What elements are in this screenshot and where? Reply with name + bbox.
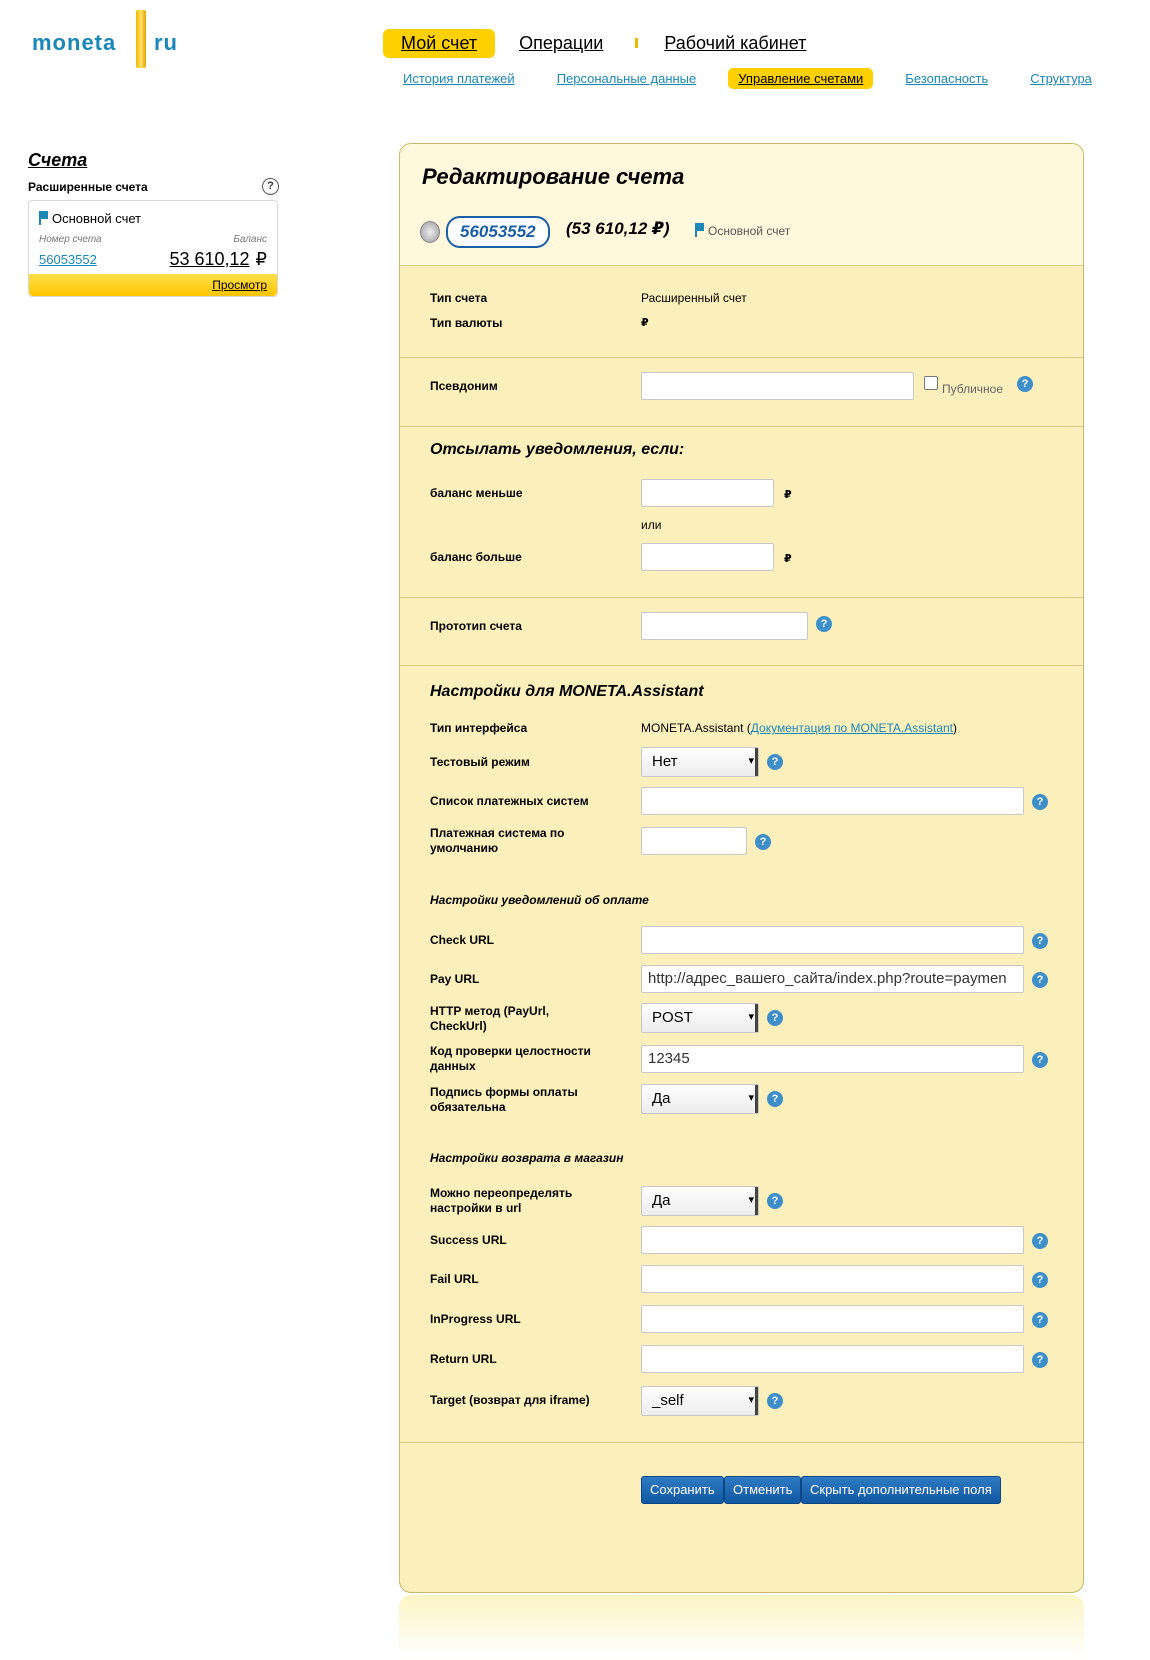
coin-icon (420, 221, 440, 243)
account-type-value: Расширенный счет (641, 291, 747, 305)
inprogress-url-input[interactable] (641, 1305, 1024, 1333)
help-icon[interactable]: ? (767, 754, 783, 770)
or-text: или (641, 518, 662, 532)
help-icon[interactable]: ? (1032, 933, 1048, 949)
help-icon[interactable]: ? (755, 834, 771, 850)
account-card-name-text: Основной счет (52, 211, 142, 226)
help-icon[interactable]: ? (1032, 794, 1048, 810)
help-icon[interactable]: ? (1032, 1233, 1048, 1249)
alias-input[interactable] (641, 372, 914, 400)
fail-url-input[interactable] (641, 1265, 1024, 1293)
interface-type-value (641, 721, 957, 735)
nav-workspace[interactable]: Рабочий кабинет (664, 32, 807, 53)
flag-icon (39, 211, 48, 225)
sub-nav (403, 68, 1124, 89)
logo-coin-bar (136, 10, 146, 68)
inprogress-url-label: InProgress URL (430, 1312, 521, 1326)
check-url-input[interactable] (641, 926, 1024, 954)
help-icon[interactable]: ? (767, 1193, 783, 1209)
http-method-value: POST (652, 1009, 693, 1026)
assistant-docs-link[interactable]: Документация по MONETA.Assistant (750, 721, 953, 735)
account-card-footer (29, 274, 277, 296)
main-account-text: Основной счет (708, 224, 791, 238)
help-icon[interactable]: ? (767, 1010, 783, 1026)
account-number-link[interactable]: 56053552 (39, 252, 97, 267)
currency-type-label: Тип валюты (430, 316, 503, 330)
balance-label: Баланс (233, 234, 267, 245)
help-icon[interactable]: ? (767, 1393, 783, 1409)
panel-bottom-fade (399, 1595, 1084, 1660)
logo-text-right: ru (154, 30, 178, 55)
target-value: _self (652, 1392, 684, 1409)
alias-label: Псевдоним (430, 379, 498, 393)
payment-systems-input[interactable] (641, 787, 1024, 815)
account-balance (169, 249, 267, 270)
account-number-label: Номер счета (39, 234, 102, 245)
pay-url-input[interactable]: http://адрес_вашего_сайта/index.php?route=paymen (641, 965, 1024, 993)
fail-url-label: Fail URL (430, 1272, 479, 1286)
account-number-badge: 56053552 (446, 216, 550, 248)
integrity-code-input[interactable]: 12345 (641, 1045, 1024, 1073)
divider (400, 1442, 1083, 1443)
card-footer-arrow (225, 268, 237, 274)
nav-operations[interactable]: Операции (519, 32, 604, 53)
pay-url-label: Pay URL (430, 972, 480, 986)
help-icon[interactable]: ? (1032, 1312, 1048, 1328)
help-icon[interactable]: ? (1032, 1052, 1048, 1068)
divider (400, 357, 1083, 358)
prototype-input[interactable] (641, 612, 808, 640)
subnav-security[interactable]: Безопасность (905, 71, 989, 86)
subnav-personal-data[interactable]: Персональные данные (556, 71, 697, 86)
balance-less-label: баланс меньше (430, 486, 523, 500)
account-balance-value: 53 610,12 (169, 249, 250, 269)
interface-type-label: Тип интерфейса (430, 721, 528, 735)
subnav-structure[interactable]: Структура (1030, 71, 1092, 86)
divider (400, 597, 1083, 598)
public-checkbox[interactable] (924, 376, 938, 390)
help-icon[interactable]: ? (262, 178, 279, 195)
override-settings-value: Да (652, 1192, 671, 1209)
hide-extra-fields-button[interactable]: Скрыть дополнительные поля (801, 1476, 1001, 1504)
ruble-sign: ₽ (784, 553, 792, 565)
sidebar-title[interactable]: Счета (28, 150, 88, 170)
test-mode-select[interactable] (641, 747, 759, 777)
divider (400, 665, 1083, 666)
integrity-code-label: Код проверки целостности данных (430, 1044, 591, 1073)
save-button[interactable]: Сохранить (641, 1476, 724, 1504)
help-icon[interactable]: ? (1032, 1272, 1048, 1288)
interface-close-paren: ) (952, 721, 957, 735)
flag-icon (695, 223, 704, 237)
view-account-link[interactable]: Просмотр (212, 278, 267, 292)
help-icon[interactable]: ? (1017, 376, 1033, 392)
cancel-button[interactable]: Отменить (724, 1476, 801, 1504)
account-type-label: Тип счета (430, 291, 488, 305)
assistant-section-title: Настройки для MONETA.Assistant (430, 683, 704, 700)
currency-type-value: ₽ (641, 317, 649, 329)
account-balance-header: (53 610,12 ₽) (566, 219, 670, 238)
help-icon[interactable]: ? (767, 1091, 783, 1107)
balance-more-label: баланс больше (430, 550, 522, 564)
divider (400, 426, 1083, 427)
check-url-label: Check URL (430, 933, 495, 947)
sidebar-subtitle: Расширенные счета (28, 180, 148, 194)
logo-text-left: moneta (32, 30, 117, 55)
subnav-account-management[interactable]: Управление счетами (728, 68, 873, 89)
ruble-sign: ₽ (784, 489, 792, 501)
payment-systems-label: Список платежных систем (430, 794, 589, 808)
prototype-label: Прототип счета (430, 619, 522, 633)
public-label: Публичное (942, 382, 1004, 396)
override-settings-label: Можно переопределять настройки в url (430, 1186, 573, 1215)
target-select[interactable] (641, 1386, 759, 1416)
override-settings-select[interactable] (641, 1186, 759, 1216)
test-mode-label: Тестовый режим (430, 755, 530, 769)
help-icon[interactable]: ? (816, 616, 832, 632)
payment-notify-section-title: Настройки уведомлений об оплате (430, 893, 649, 907)
subnav-payment-history[interactable]: История платежей (403, 71, 515, 86)
page-title: Редактирование счета (422, 164, 685, 189)
panel-header (400, 144, 1083, 266)
moneta-logo[interactable] (32, 10, 192, 70)
default-payment-system-input[interactable] (641, 827, 747, 855)
form-signature-label: Подпись формы оплаты обязательна (430, 1085, 578, 1114)
http-method-select[interactable] (641, 1003, 759, 1033)
help-icon[interactable]: ? (1032, 1352, 1048, 1368)
form-signature-value: Да (652, 1090, 671, 1107)
interface-type-text: MONETA.Assistant ( (641, 721, 751, 735)
ruble-sign: ₽ (255, 249, 267, 269)
balance-less-input[interactable] (641, 479, 774, 507)
edit-account-panel (399, 143, 1084, 1593)
success-url-input[interactable] (641, 1226, 1024, 1254)
test-mode-value: Нет (652, 753, 678, 770)
form-signature-select[interactable] (641, 1084, 759, 1114)
return-url-label: Return URL (430, 1352, 497, 1366)
account-card (28, 200, 278, 297)
account-card-name (39, 211, 141, 226)
target-label: Target (возврат для iframe) (430, 1393, 590, 1407)
return-section-title: Настройки возврата в магазин (430, 1151, 624, 1165)
success-url-label: Success URL (430, 1233, 507, 1247)
nav-my-account[interactable]: Мой счет (383, 29, 495, 58)
main-account-label (695, 223, 790, 238)
notify-section-title: Отсылать уведомления, если: (430, 441, 685, 458)
default-payment-system-label: Платежная система по умолчанию (430, 826, 565, 855)
return-url-input[interactable] (641, 1345, 1024, 1373)
http-method-label: HTTP метод (PayUrl, CheckUrl) (430, 1004, 550, 1033)
main-nav (383, 27, 830, 59)
nav-separator (635, 38, 638, 48)
help-icon[interactable]: ? (1032, 972, 1048, 988)
balance-more-input[interactable] (641, 543, 774, 571)
